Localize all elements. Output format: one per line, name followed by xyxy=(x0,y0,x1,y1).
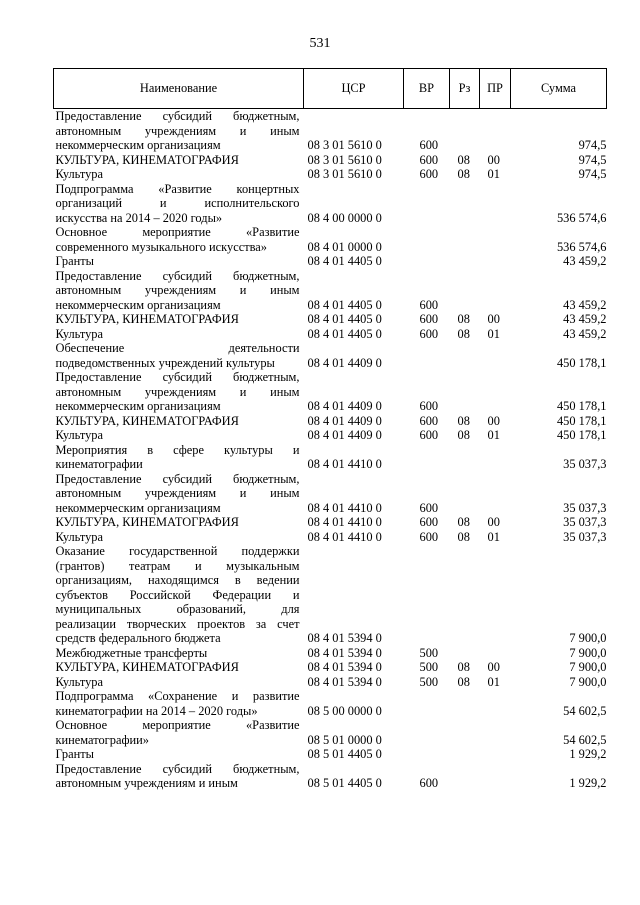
row-sum: 536 574,6 xyxy=(556,210,607,225)
row-vr: 600 xyxy=(419,776,439,790)
row-name-line: Культура xyxy=(55,428,103,442)
row-name xyxy=(54,341,304,370)
row-vr: 600 xyxy=(419,297,439,312)
table-row xyxy=(54,428,607,443)
row-rz xyxy=(450,472,480,516)
row-pr xyxy=(480,443,511,472)
row-csr: 08 4 00 0000 0 xyxy=(307,210,382,225)
row-csr: 08 4 01 4405 0 xyxy=(307,312,382,326)
row-name-line: подведомственных учреждений культуры xyxy=(55,355,275,370)
row-rz xyxy=(450,182,480,226)
row-name-line: КУЛЬТУРА, КИНЕМАТОГРАФИЯ xyxy=(55,660,239,674)
row-name-line: автономным учреждениям и иным xyxy=(55,283,300,297)
row-vr xyxy=(404,254,450,269)
row-sum: 450 178,1 xyxy=(556,413,607,428)
table-row xyxy=(54,182,607,226)
row-pr xyxy=(480,689,511,718)
row-csr: 08 4 01 4409 0 xyxy=(307,428,382,442)
row-name xyxy=(54,443,304,472)
row-name-line: Обеспечение деятельности xyxy=(55,341,300,355)
row-name-line: некоммерческим организациям xyxy=(55,297,221,312)
row-vr: 500 xyxy=(419,660,439,674)
row-rz: 08 xyxy=(457,428,470,442)
row-pr xyxy=(480,254,511,269)
row-csr: 08 4 01 5394 0 xyxy=(307,660,382,674)
row-pr xyxy=(480,747,511,762)
row-vr: 500 xyxy=(419,674,439,689)
row-name-line: некоммерческим организациям xyxy=(55,138,221,152)
row-sum: 974,5 xyxy=(578,167,607,181)
row-name xyxy=(54,370,304,414)
row-pr: 01 xyxy=(487,326,500,341)
row-vr: 500 xyxy=(419,645,439,660)
row-rz xyxy=(450,225,480,254)
row-name-line: Культура xyxy=(55,167,103,181)
row-csr: 08 4 01 4409 0 xyxy=(307,413,382,428)
row-name xyxy=(54,718,304,747)
table-row xyxy=(54,515,607,530)
header-vr: ВР xyxy=(404,69,450,109)
row-csr: 08 3 01 5610 0 xyxy=(307,167,382,181)
row-vr xyxy=(404,341,450,370)
row-csr: 08 3 01 5610 0 xyxy=(307,138,382,152)
row-rz xyxy=(450,341,480,370)
row-name xyxy=(54,327,304,342)
row-pr xyxy=(480,182,511,226)
row-name-line: Основное мероприятие «Развитие xyxy=(55,225,300,239)
table-row xyxy=(54,530,607,545)
row-vr: 600 xyxy=(419,399,439,413)
table-row xyxy=(54,646,607,661)
row-name xyxy=(54,312,304,327)
row-name-line: искусства на 2014 – 2020 годы» xyxy=(55,210,223,225)
table-row xyxy=(54,762,607,791)
row-name-line: организаций и исполнительского xyxy=(55,196,300,210)
row-sum: 7 900,0 xyxy=(569,674,607,689)
row-pr xyxy=(480,225,511,254)
row-vr xyxy=(404,182,450,226)
row-sum: 7 900,0 xyxy=(569,645,607,660)
row-pr xyxy=(480,718,511,747)
row-name-line: КУЛЬТУРА, КИНЕМАТОГРАФИЯ xyxy=(55,413,239,428)
row-sum: 7 900,0 xyxy=(569,631,607,645)
row-rz: 08 xyxy=(457,413,470,428)
row-pr: 00 xyxy=(487,152,500,167)
row-name xyxy=(54,660,304,675)
row-name-line: Предоставление субсидий бюджетным, xyxy=(55,268,300,283)
row-csr: 08 4 01 4405 0 xyxy=(307,297,382,312)
row-name xyxy=(54,182,304,226)
row-name-line: Культура xyxy=(55,326,103,341)
table-row xyxy=(54,544,607,646)
row-name-line: субъектов Российской Федерации и xyxy=(55,587,300,602)
row-name-line: средств федерального бюджета xyxy=(55,631,221,645)
row-rz: 08 xyxy=(457,326,470,341)
table-row xyxy=(54,153,607,168)
row-csr: 08 4 01 4409 0 xyxy=(307,355,382,370)
row-sum: 974,5 xyxy=(578,152,607,167)
row-rz: 08 xyxy=(457,529,470,544)
row-name-line: (грантов) театрам и музыкальным xyxy=(55,558,300,573)
table-row xyxy=(54,254,607,269)
table-header-row xyxy=(54,69,607,109)
row-sum: 43 459,2 xyxy=(563,326,607,341)
row-pr: 01 xyxy=(487,529,500,544)
row-pr: 01 xyxy=(487,167,500,181)
row-sum: 54 602,5 xyxy=(563,703,607,718)
row-sum: 1 929,2 xyxy=(569,776,607,790)
row-pr xyxy=(480,646,511,661)
row-rz: 08 xyxy=(457,167,470,181)
row-name xyxy=(54,254,304,269)
row-pr xyxy=(480,762,511,791)
row-name-line: некоммерческим организациям xyxy=(55,399,221,413)
row-vr xyxy=(404,225,450,254)
row-sum: 7 900,0 xyxy=(569,660,607,674)
row-name-line: автономным учреждениям и иным xyxy=(55,384,300,399)
row-name xyxy=(54,414,304,429)
row-rz xyxy=(450,443,480,472)
row-name-line: Культура xyxy=(55,674,103,689)
table-row xyxy=(54,472,607,516)
row-sum: 35 037,3 xyxy=(563,500,607,515)
row-rz: 08 xyxy=(457,312,470,326)
row-vr xyxy=(404,718,450,747)
row-csr: 08 4 01 5394 0 xyxy=(307,674,382,689)
row-rz xyxy=(450,762,480,791)
table-row xyxy=(54,167,607,182)
row-csr: 08 5 01 4405 0 xyxy=(307,776,382,790)
table-row xyxy=(54,370,607,414)
row-vr xyxy=(404,544,450,646)
row-name-line: Предоставление субсидий бюджетным, xyxy=(55,370,300,384)
row-rz xyxy=(450,544,480,646)
row-name-line: Предоставление субсидий бюджетным, xyxy=(55,471,300,486)
row-sum: 54 602,5 xyxy=(563,732,607,747)
header-name: Наименование xyxy=(54,69,304,109)
row-rz xyxy=(450,689,480,718)
page-number: 531 xyxy=(309,36,331,51)
row-name-line: Гранты xyxy=(55,747,94,761)
row-csr: 08 4 01 4410 0 xyxy=(307,457,382,471)
header-sum: Сумма xyxy=(511,69,607,109)
row-name xyxy=(54,472,304,516)
row-name-line: муниципальных образований, для xyxy=(55,602,300,616)
row-rz xyxy=(450,747,480,762)
row-rz: 08 xyxy=(457,152,470,167)
row-vr: 600 xyxy=(419,428,439,442)
row-sum: 43 459,2 xyxy=(563,312,607,326)
table-row xyxy=(54,312,607,327)
row-name xyxy=(54,167,304,182)
row-rz xyxy=(450,718,480,747)
row-csr: 08 4 01 4409 0 xyxy=(307,399,382,413)
table-row xyxy=(54,747,607,762)
row-name-line: автономным учреждениям и иным xyxy=(55,776,238,790)
row-name-line: Предоставление субсидий бюджетным, xyxy=(55,761,300,776)
row-pr: 00 xyxy=(487,660,500,674)
row-name-line: современного музыкального искусства» xyxy=(55,239,267,254)
table-body xyxy=(54,109,607,791)
row-name-line: Межбюджетные трансферты xyxy=(55,645,208,660)
row-vr: 600 xyxy=(419,167,439,181)
row-name xyxy=(54,747,304,762)
row-name xyxy=(54,109,304,153)
row-name xyxy=(54,530,304,545)
row-pr: 00 xyxy=(487,312,500,326)
row-vr: 600 xyxy=(419,515,439,529)
row-vr xyxy=(404,443,450,472)
row-csr: 08 4 01 4410 0 xyxy=(307,529,382,544)
row-name-line: КУЛЬТУРА, КИНЕМАТОГРАФИЯ xyxy=(55,515,239,529)
row-name-line: КУЛЬТУРА, КИНЕМАТОГРАФИЯ xyxy=(55,152,239,167)
header-rz: Рз xyxy=(450,69,480,109)
row-vr xyxy=(404,747,450,762)
row-name xyxy=(54,675,304,690)
row-name-line: КУЛЬТУРА, КИНЕМАТОГРАФИЯ xyxy=(55,312,239,326)
row-name-line: организациям, находящимся в ведении xyxy=(55,573,300,587)
row-vr: 600 xyxy=(419,312,439,326)
row-csr: 08 5 00 0000 0 xyxy=(307,703,382,718)
row-name-line: кинематографии на 2014 – 2020 годы» xyxy=(55,703,258,718)
row-pr xyxy=(480,544,511,646)
row-vr: 600 xyxy=(419,152,439,167)
row-vr: 600 xyxy=(419,500,439,515)
table-row xyxy=(54,660,607,675)
row-rz: 08 xyxy=(457,674,470,689)
row-sum: 43 459,2 xyxy=(563,297,607,312)
row-name xyxy=(54,544,304,646)
header-pr: ПР xyxy=(480,69,511,109)
row-sum: 1 929,2 xyxy=(569,747,607,761)
table-row xyxy=(54,341,607,370)
table-row xyxy=(54,327,607,342)
row-name-line: некоммерческим организациям xyxy=(55,500,221,515)
row-rz xyxy=(450,646,480,661)
row-csr: 08 3 01 5610 0 xyxy=(307,152,382,167)
row-csr: 08 4 01 5394 0 xyxy=(307,631,382,645)
row-name xyxy=(54,225,304,254)
row-name xyxy=(54,269,304,313)
row-name-line: автономным учреждениям и иным xyxy=(55,486,300,500)
row-pr xyxy=(480,370,511,414)
table-row xyxy=(54,109,607,153)
row-rz xyxy=(450,109,480,153)
table-row xyxy=(54,689,607,718)
row-pr xyxy=(480,341,511,370)
row-csr: 08 4 01 4405 0 xyxy=(307,254,382,268)
row-csr: 08 4 01 5394 0 xyxy=(307,645,382,660)
row-csr: 08 5 01 4405 0 xyxy=(307,747,382,761)
row-sum: 450 178,1 xyxy=(556,399,607,413)
row-vr xyxy=(404,689,450,718)
row-rz xyxy=(450,370,480,414)
row-rz: 08 xyxy=(457,660,470,674)
table-row xyxy=(54,225,607,254)
row-sum: 35 037,3 xyxy=(563,529,607,544)
table-row xyxy=(54,443,607,472)
table-row xyxy=(54,718,607,747)
row-name-line: Подпрограмма «Развитие концертных xyxy=(55,181,300,196)
row-rz: 08 xyxy=(457,515,470,529)
row-name xyxy=(54,762,304,791)
row-name-line: кинематографии xyxy=(55,457,143,471)
row-name-line: автономным учреждениям и иным xyxy=(55,123,300,138)
row-rz xyxy=(450,254,480,269)
row-sum: 43 459,2 xyxy=(563,254,607,268)
row-csr: 08 4 01 4405 0 xyxy=(307,326,382,341)
row-sum: 35 037,3 xyxy=(563,457,607,471)
row-name-line: Мероприятия в сфере культуры и xyxy=(55,442,300,457)
row-csr: 08 4 01 4410 0 xyxy=(307,515,382,529)
row-sum: 35 037,3 xyxy=(563,515,607,529)
row-name-line: Оказание государственной поддержки xyxy=(55,544,300,558)
row-name-line: Основное мероприятие «Развитие xyxy=(55,718,300,732)
row-sum: 536 574,6 xyxy=(556,239,607,254)
row-csr: 08 4 01 4410 0 xyxy=(307,500,382,515)
table-row xyxy=(54,675,607,690)
row-pr: 00 xyxy=(487,413,500,428)
row-name-line: кинематографии» xyxy=(55,732,149,747)
row-name-line: Гранты xyxy=(55,254,94,268)
row-name-line: реализации творческих проектов за счет xyxy=(55,616,300,631)
row-csr: 08 4 01 0000 0 xyxy=(307,239,382,254)
budget-table xyxy=(53,68,607,791)
row-sum: 450 178,1 xyxy=(556,355,607,370)
row-name xyxy=(54,646,304,661)
row-name xyxy=(54,153,304,168)
row-sum: 450 178,1 xyxy=(556,428,607,442)
row-rz xyxy=(450,269,480,313)
row-pr: 01 xyxy=(487,674,500,689)
row-name-line: Предоставление субсидий бюджетным, xyxy=(55,109,300,123)
row-vr: 600 xyxy=(419,529,439,544)
table-row xyxy=(54,414,607,429)
row-sum: 974,5 xyxy=(578,138,607,152)
header-csr: ЦСР xyxy=(304,69,404,109)
row-pr xyxy=(480,269,511,313)
row-vr: 600 xyxy=(419,413,439,428)
row-pr: 00 xyxy=(487,515,500,529)
row-name xyxy=(54,689,304,718)
table-row xyxy=(54,269,607,313)
row-pr xyxy=(480,472,511,516)
row-name xyxy=(54,515,304,530)
row-vr: 600 xyxy=(419,138,439,152)
row-pr xyxy=(480,109,511,153)
row-name-line: Подпрограмма «Сохранение и развитие xyxy=(55,689,300,703)
row-pr: 01 xyxy=(487,428,500,442)
row-csr: 08 5 01 0000 0 xyxy=(307,732,382,747)
row-vr: 600 xyxy=(419,326,439,341)
row-name xyxy=(54,428,304,443)
row-name-line: Культура xyxy=(55,529,103,544)
